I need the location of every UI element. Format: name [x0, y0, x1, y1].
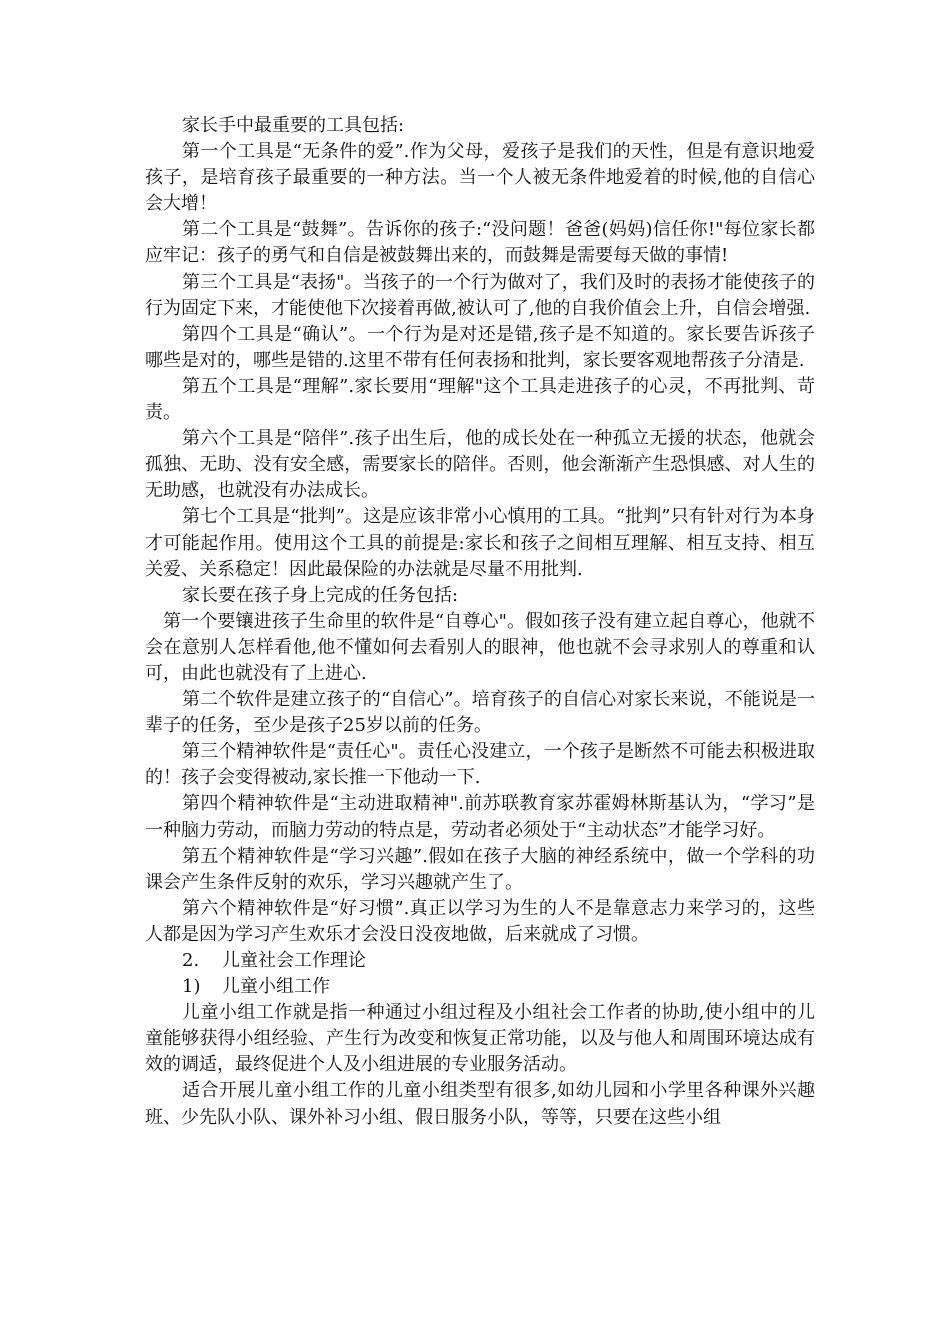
- paragraph-group-types: 适合开展儿童小组工作的儿童小组类型有很多,如幼儿园和小学里各种课外兴趣班、少先队小队、课外补习小组、假日服务小队，等等，只要在这些小组: [145, 1080, 815, 1128]
- section-heading: [145, 948, 815, 974]
- paragraph-tool-1: 第一个工具是“无条件的爱”.作为父母，爱孩子是我们的天性，但是有意识地爱孩子，是培育孩子最重要的一种方法。当一个人被无条件地爱着的时候,他的自信心会大增！: [145, 141, 815, 215]
- paragraph-software-3: 第三个精神软件是“责任心"。责任心没建立，一个孩子是断然不可能去积极进取的！孩子会变得被动,家长推一下他动一下.: [145, 741, 815, 789]
- paragraph-tasks-intro: 家长要在孩子身上完成的任务包括:: [182, 584, 459, 606]
- paragraph-software-5: 第五个精神软件是“学习兴趣”.假如在孩子大脑的神经系统中，做一个学科的功课会产生条件反射的欢乐，学习兴趣就产生了。: [145, 845, 815, 893]
- paragraph-software-1: 第一个要镶进孩子生命里的软件是“自尊心"。假如孩子没有建立起自尊心，他就不会在意别人怎样看他,他不懂如何去看别人的眼神，他也就不会寻求别人的尊重和认可，由此也就没有了上进心.: [145, 610, 815, 684]
- paragraph-tool-3: 第三个工具是“表扬"。当孩子的一个行为做对了，我们及时的表扬才能使孩子的行为固定下来，才能使他下次接着再做,被认可了,他的自我价值会上升，自信会增强.: [145, 271, 815, 319]
- paragraph-group-work-definition: 儿童小组工作就是指一种通过小组过程及小组社会工作者的协助,使小组中的儿童能够获得小组经验、产生行为改变和恢复正常功能，以及与他人和周围环境达成有效的调适，最终促进个人及小组进展的专业服务活动。: [145, 1002, 815, 1076]
- paragraph-parent-tools-intro: 家长手中最重要的工具包括:: [182, 115, 405, 136]
- paragraph-software-2: 第二个软件是建立孩子的“自信心”。培育孩子的自信心对家长来说，不能说是一辈子的任务，至少是孩子25岁以前的任务。: [145, 689, 815, 737]
- paragraph-software-4: 第四个精神软件是“主动进取精神".前苏联教育家苏霍姆林斯基认为，“学习”是一种脑力劳动，而脑力劳动的特点是，劳动者必须处于“主动状态”才能学习好。: [145, 793, 815, 841]
- section-title: 儿童社会工作理论: [222, 950, 366, 971]
- document-page: [145, 113, 815, 1131]
- paragraph-tool-6: 第六个工具是“陪伴”.孩子出生后，他的成长处在一种孤立无援的状态，他就会孤独、无助、没有安全感，需要家长的陪伴。否则，他会渐渐产生恐惧感、对人生的无助感，也就没有办法成长。: [145, 428, 815, 502]
- paragraph-tool-2: 第二个工具是“鼓舞”。告诉你的孩子:“没问题！爸爸(妈妈)信任你!"每位家长都应牢记：孩子的勇气和自信是被鼓舞出来的，而鼓舞是需要每天做的事情!: [145, 219, 815, 267]
- paragraph-tool-7: 第七个工具是“批判”。这是应该非常小心慎用的工具。“批判”只有针对行为本身才可能起作用。使用这个工具的前提是:家长和孩子之间相互理解、相互支持、相互关爱、关系稳定！因此最保险的办法就是尽量不用批判.: [145, 506, 815, 580]
- paragraph-tool-4: 第四个工具是“确认”。一个行为是对还是错,孩子是不知道的。家长要告诉孩子哪些是对的，哪些是错的.这里不带有任何表扬和批判，家长要客观地帮孩子分清是.: [145, 323, 815, 371]
- paragraph-software-6: 第六个精神软件是“好习惯”.真正以学习为生的人不是靠意志力来学习的，这些人都是因为学习产生欢乐才会没日没夜地做，后来就成了习惯。: [145, 897, 815, 945]
- subsection-number: 1): [182, 976, 201, 998]
- subsection-title: 儿童小组工作: [222, 976, 330, 998]
- section-number: 2.: [182, 950, 200, 971]
- subsection-heading: [145, 974, 815, 1000]
- paragraph-tool-5: 第五个工具是“理解”.家长要用“理解"这个工具走进孩子的心灵，不再批判、苛责。: [145, 375, 815, 424]
